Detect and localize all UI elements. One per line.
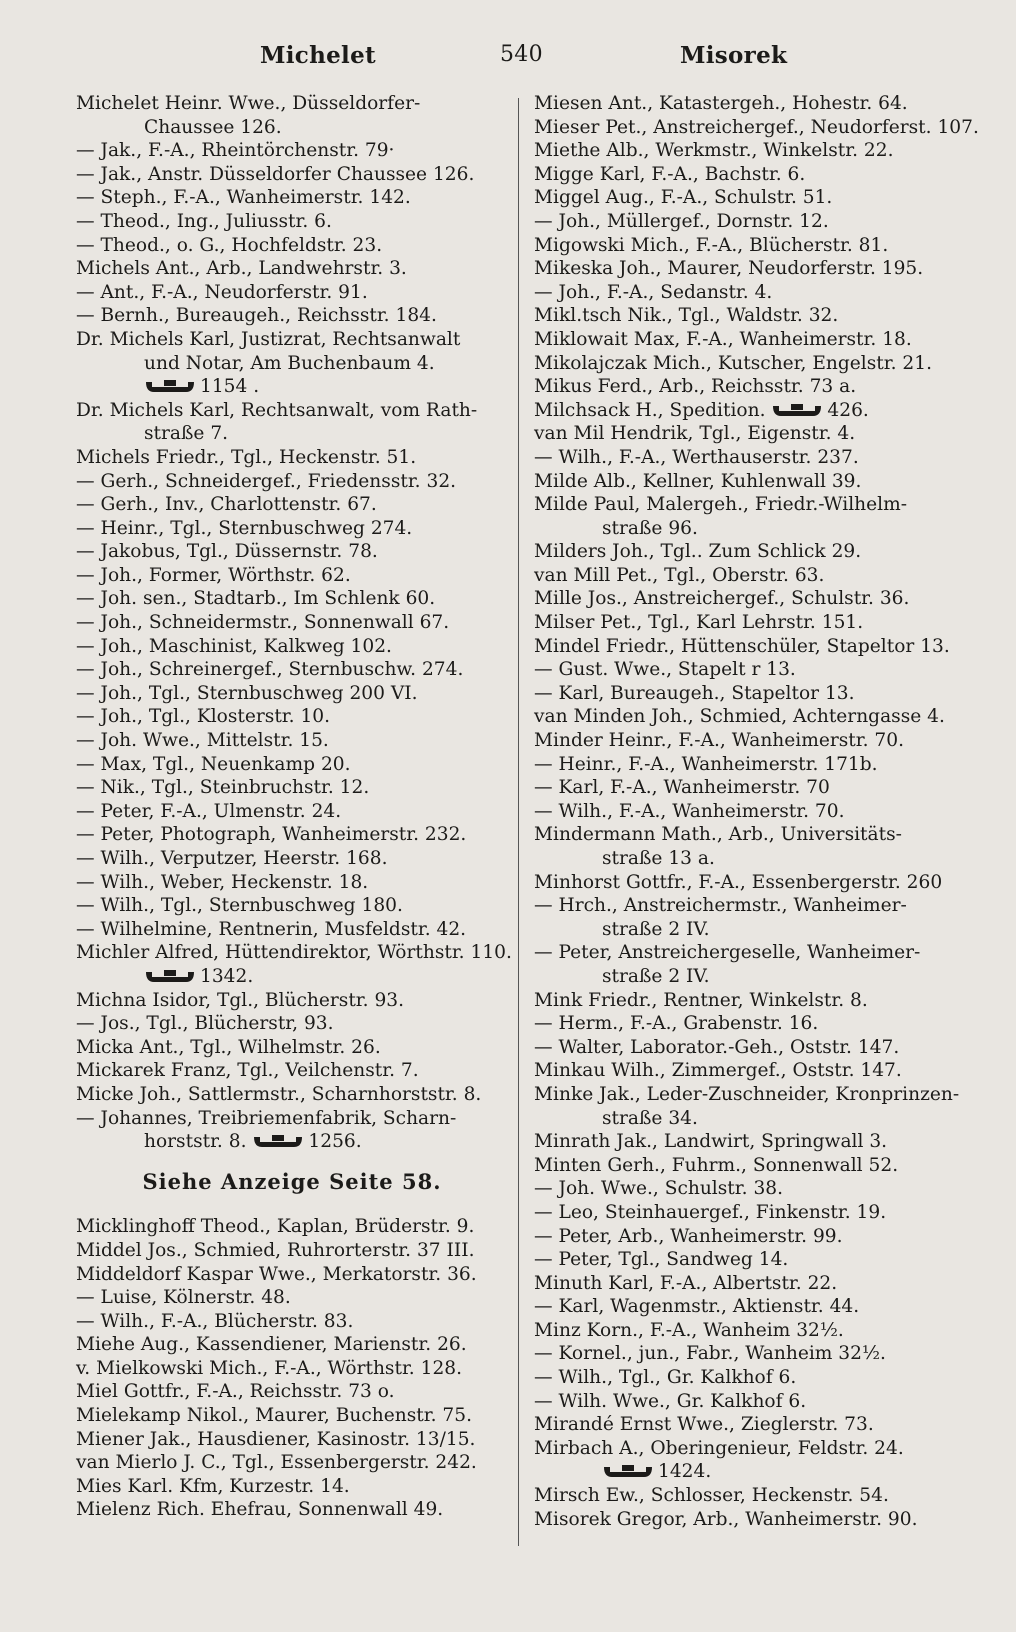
page-number: 540 bbox=[500, 42, 543, 67]
list-item: van Mil Hendrik, Tgl., Eigenstr. 4. bbox=[534, 423, 856, 445]
list-item: Migowski Mich., F.-A., Blücherstr. 81. bbox=[534, 234, 889, 256]
list-item: — Jakobus, Tgl., Düssernstr. 78. bbox=[76, 541, 378, 563]
list-item: Mirbach A., Oberingenieur, Feldstr. 24. bbox=[534, 1437, 904, 1459]
list-item: Michler Alfred, Hüttendirektor, Wörthstr. 110. bbox=[76, 942, 512, 964]
list-item: — Joh., Tgl., Sternbuschweg 200 VI. bbox=[76, 682, 418, 704]
list-item: van Minden Joh., Schmied, Achterngasse 4. bbox=[534, 706, 945, 728]
list-item: Micka Ant., Tgl., Wilhelmstr. 26. bbox=[76, 1036, 381, 1058]
list-item-continuation: straße 2 IV. bbox=[602, 918, 710, 940]
list-item: Dr. Michels Karl, Justizrat, Rechtsanwalt bbox=[76, 328, 461, 350]
phone-number-text: 426. bbox=[827, 399, 869, 421]
list-item: Mirandé Ernst Wwe., Zieglerstr. 73. bbox=[534, 1414, 874, 1436]
list-item-continuation: straße 13 a. bbox=[602, 848, 715, 869]
phone-number-text: 1424. bbox=[658, 1461, 712, 1483]
list-item: — Bernh., Bureaugeh., Reichsstr. 184. bbox=[76, 305, 437, 327]
list-item-continuation bbox=[76, 1130, 508, 1154]
list-item: Miggel Aug., F.-A., Schulstr. 51. bbox=[534, 187, 833, 209]
list-item: Miklowait Max, F.-A., Wanheimerstr. 18. bbox=[534, 328, 912, 350]
list-item-continuation: straße 7. bbox=[144, 423, 229, 445]
list-item: Mielenz Rich. Ehefrau, Sonnenwall 49. bbox=[76, 1499, 444, 1521]
list-item: Middeldorf Kaspar Wwe., Merkatorstr. 36. bbox=[76, 1263, 477, 1285]
phone-number-text: 1342. bbox=[200, 965, 254, 987]
list-item: Milser Pet., Tgl., Karl Lehrstr. 151. bbox=[534, 612, 864, 634]
list-item: Mindermann Math., Arb., Universitäts- bbox=[534, 824, 902, 846]
list-item: — Wilh., F.-A., Wanheimerstr. 70. bbox=[534, 800, 845, 822]
phone-number-text: 1256. bbox=[308, 1131, 362, 1153]
list-item: Miethe Alb., Werkmstr., Winkelstr. 22. bbox=[534, 140, 894, 162]
list-item: — Wilh., Weber, Heckenstr. 18. bbox=[76, 871, 369, 893]
list-item: Mickarek Franz, Tgl., Veilchenstr. 7. bbox=[76, 1060, 419, 1082]
list-item: Mirsch Ew., Schlosser, Heckenstr. 54. bbox=[534, 1485, 889, 1507]
list-item: — Karl, Wagenmstr., Aktienstr. 44. bbox=[534, 1296, 860, 1318]
list-item: — Jak., Anstr. Düsseldorfer Chaussee 126. bbox=[76, 163, 475, 185]
list-item: Minke Jak., Leder-Zuschneider, Kronprinzen- bbox=[534, 1083, 960, 1105]
list-item: — Karl, F.-A., Wanheimerstr. 70 bbox=[534, 777, 830, 799]
list-item: — Heinr., F.-A., Wanheimerstr. 171b. bbox=[534, 753, 878, 775]
list-item: — Wilhelmine, Rentnerin, Musfeldstr. 42. bbox=[76, 918, 467, 940]
list-item: — Joh., Müllergef., Dornstr. 12. bbox=[534, 210, 829, 232]
list-item: Michels Ant., Arb., Landwehrstr. 3. bbox=[76, 258, 407, 280]
right-column bbox=[534, 92, 978, 1531]
list-item: Minhorst Gottfr., F.-A., Essenbergerstr. 260 bbox=[534, 871, 943, 893]
list-item: van Mill Pet., Tgl., Oberstr. 63. bbox=[534, 564, 825, 586]
list-item: — Max, Tgl., Neuenkamp 20. bbox=[76, 753, 351, 775]
telephone-receiver-icon bbox=[771, 402, 823, 420]
list-item: — Joh., F.-A., Sedanstr. 4. bbox=[534, 281, 773, 303]
list-item: Dr. Michels Karl, Rechtsanwalt, vom Rath- bbox=[76, 399, 478, 421]
list-item-continuation: Chaussee 126. bbox=[144, 116, 282, 138]
list-item: Mies Karl. Kfm, Kurzestr. 14. bbox=[76, 1475, 350, 1497]
list-item: — Wilh., F.-A., Blücherstr. 83. bbox=[76, 1310, 354, 1332]
list-item: — Joh., Schreinergef., Sternbuschw. 274. bbox=[76, 659, 464, 681]
list-item: Minder Heinr., F.-A., Wanheimerstr. 70. bbox=[534, 730, 904, 752]
list-item: — Wilh., Tgl., Gr. Kalkhof 6. bbox=[534, 1367, 797, 1389]
list-item: — Peter, Tgl., Sandweg 14. bbox=[534, 1249, 789, 1271]
list-item: Mikolajczak Mich., Kutscher, Engelstr. 21. bbox=[534, 352, 933, 374]
list-item: Milde Paul, Malergeh., Friedr.-Wilhelm- bbox=[534, 494, 908, 516]
list-item: — Jos., Tgl., Blücherstr, 93. bbox=[76, 1013, 334, 1035]
list-item: Mielekamp Nikol., Maurer, Buchenstr. 75. bbox=[76, 1405, 473, 1427]
list-item: — Joh. Wwe., Schulstr. 38. bbox=[534, 1178, 784, 1200]
list-item: Mikeska Joh., Maurer, Neudorferstr. 195. bbox=[534, 258, 924, 280]
telephone-receiver-icon bbox=[144, 968, 196, 986]
list-item-continuation: und Notar, Am Buchenbaum 4. bbox=[144, 352, 435, 374]
list-item: — Kornel., jun., Fabr., Wanheim 32½. bbox=[534, 1343, 886, 1365]
list-item: — Peter, Arb., Wanheimerstr. 99. bbox=[534, 1225, 843, 1247]
advertisement-notice: Siehe Anzeige Seite 58. bbox=[142, 1168, 442, 1194]
phone-number bbox=[76, 965, 508, 989]
list-item: — Wilh., Tgl., Sternbuschweg 180. bbox=[76, 895, 403, 917]
list-item: — Steph., F.-A., Wanheimerstr. 142. bbox=[76, 187, 411, 209]
list-item: Mieser Pet., Anstreichergef., Neudorferst. 107. bbox=[534, 116, 979, 138]
list-item: — Nik., Tgl., Steinbruchstr. 12. bbox=[76, 777, 370, 799]
list-item: Mink Friedr., Rentner, Winkelstr. 8. bbox=[534, 989, 868, 1011]
list-item: Miener Jak., Hausdiener, Kasinostr. 13/15. bbox=[76, 1428, 476, 1450]
list-item: — Peter, Anstreichergeselle, Wanheimer- bbox=[534, 942, 921, 964]
list-item: — Luise, Kölnerstr. 48. bbox=[76, 1287, 291, 1309]
list-item: — Johannes, Treibriemenfabrik, Scharn- bbox=[76, 1107, 457, 1129]
list-item: — Walter, Laborator.-Geh., Oststr. 147. bbox=[534, 1036, 900, 1058]
list-item: — Wilh., F.-A., Werthauserstr. 237. bbox=[534, 446, 859, 468]
list-item: Miehe Aug., Kassendiener, Marienstr. 26. bbox=[76, 1334, 467, 1356]
telephone-receiver-icon bbox=[252, 1133, 304, 1151]
list-item: Minkau Wilh., Zimmergef., Oststr. 147. bbox=[534, 1060, 902, 1082]
phone-number bbox=[76, 375, 508, 399]
entry-text: Milchsack H., Spedition. bbox=[534, 399, 766, 421]
list-item: Miel Gottfr., F.-A., Reichsstr. 73 o. bbox=[76, 1381, 395, 1403]
telephone-receiver-icon bbox=[144, 378, 196, 396]
list-item: Milders Joh., Tgl.. Zum Schlick 29. bbox=[534, 541, 862, 563]
header-right-name: Misorek bbox=[680, 42, 788, 69]
list-item: Michelet Heinr. Wwe., Düsseldorfer- bbox=[76, 93, 421, 114]
list-item: Micke Joh., Sattlermstr., Scharnhorststr. 8. bbox=[76, 1083, 482, 1105]
list-item: — Peter, F.-A., Ulmenstr. 24. bbox=[76, 800, 342, 822]
column-divider bbox=[518, 98, 519, 1546]
list-item: — Heinr., Tgl., Sternbuschweg 274. bbox=[76, 517, 413, 539]
list-item: — Gerh., Inv., Charlottenstr. 67. bbox=[76, 494, 377, 516]
list-item: Micklinghoff Theod., Kaplan, Brüderstr. 9. bbox=[76, 1216, 475, 1238]
list-item: — Peter, Photograph, Wanheimerstr. 232. bbox=[76, 824, 467, 846]
list-item bbox=[534, 399, 978, 423]
list-item: — Ant., F.-A., Neudorferstr. 91. bbox=[76, 281, 368, 303]
phone-number bbox=[534, 1460, 978, 1484]
list-item: — Theod., o. G., Hochfeldstr. 23. bbox=[76, 234, 383, 256]
list-item: Migge Karl, F.-A., Bachstr. 6. bbox=[534, 163, 806, 185]
list-item: — Wilh. Wwe., Gr. Kalkhof 6. bbox=[534, 1390, 807, 1412]
list-item: Milde Alb., Kellner, Kuhlenwall 39. bbox=[534, 470, 862, 492]
list-item: van Mierlo J. C., Tgl., Essenbergerstr. 242. bbox=[76, 1452, 477, 1474]
list-item: Mikus Ferd., Arb., Reichsstr. 73 a. bbox=[534, 376, 857, 398]
list-item: Minten Gerh., Fuhrm., Sonnenwall 52. bbox=[534, 1154, 899, 1176]
list-item: Mikl.tsch Nik., Tgl., Waldstr. 32. bbox=[534, 305, 839, 327]
list-item-continuation: straße 34. bbox=[602, 1107, 698, 1129]
header-left-name: Michelet bbox=[260, 42, 376, 69]
list-item: — Wilh., Verputzer, Heerstr. 168. bbox=[76, 848, 388, 869]
list-item: — Joh., Tgl., Klosterstr. 10. bbox=[76, 706, 331, 728]
list-item: Minz Korn., F.-A., Wanheim 32½. bbox=[534, 1319, 844, 1341]
telephone-receiver-icon bbox=[602, 1463, 654, 1481]
list-item: Minuth Karl, F.-A., Albertstr. 22. bbox=[534, 1272, 838, 1294]
list-item: — Joh. sen., Stadtarb., Im Schlenk 60. bbox=[76, 588, 436, 610]
list-item: — Joh. Wwe., Mittelstr. 15. bbox=[76, 730, 329, 752]
list-item: v. Mielkowski Mich., F.-A., Wörthstr. 128. bbox=[76, 1357, 463, 1379]
list-item-continuation: straße 2 IV. bbox=[602, 965, 710, 987]
phone-number-text: 1154 . bbox=[200, 376, 260, 398]
list-item: Michels Friedr., Tgl., Heckenstr. 51. bbox=[76, 446, 417, 468]
continuation-text: horststr. 8. bbox=[144, 1131, 247, 1153]
list-item: Misorek Gregor, Arb., Wanheimerstr. 90. bbox=[534, 1508, 918, 1530]
list-item: Miesen Ant., Katastergeh., Hohestr. 64. bbox=[534, 93, 908, 114]
left-column bbox=[76, 92, 512, 1522]
list-item: — Leo, Steinhauergef., Finkenstr. 19. bbox=[534, 1201, 887, 1223]
list-item: — Hrch., Anstreichermstr., Wanheimer- bbox=[534, 895, 907, 917]
list-item: — Joh., Former, Wörthstr. 62. bbox=[76, 564, 351, 586]
list-item: — Joh., Maschinist, Kalkweg 102. bbox=[76, 635, 392, 657]
list-item: Middel Jos., Schmied, Ruhrorterstr. 37 III. bbox=[76, 1239, 475, 1261]
list-item: — Gerh., Schneidergef., Friedensstr. 32. bbox=[76, 470, 457, 492]
list-item: — Joh., Schneidermstr., Sonnenwall 67. bbox=[76, 612, 450, 634]
list-item: — Gust. Wwe., Stapelt r 13. bbox=[534, 659, 796, 681]
list-item-continuation: straße 96. bbox=[602, 517, 698, 539]
list-item: — Jak., F.-A., Rheintörchenstr. 79· bbox=[76, 140, 395, 162]
list-item: — Theod., Ing., Juliusstr. 6. bbox=[76, 210, 332, 232]
list-item: Mille Jos., Anstreichergef., Schulstr. 36. bbox=[534, 588, 910, 610]
list-item: — Karl, Bureaugeh., Stapeltor 13. bbox=[534, 682, 855, 704]
list-item: Minrath Jak., Landwirt, Springwall 3. bbox=[534, 1131, 888, 1153]
list-item: Michna Isidor, Tgl., Blücherstr. 93. bbox=[76, 989, 405, 1011]
list-item: Mindel Friedr., Hüttenschüler, Stapeltor 13. bbox=[534, 635, 950, 657]
list-item: — Herm., F.-A., Grabenstr. 16. bbox=[534, 1013, 819, 1035]
